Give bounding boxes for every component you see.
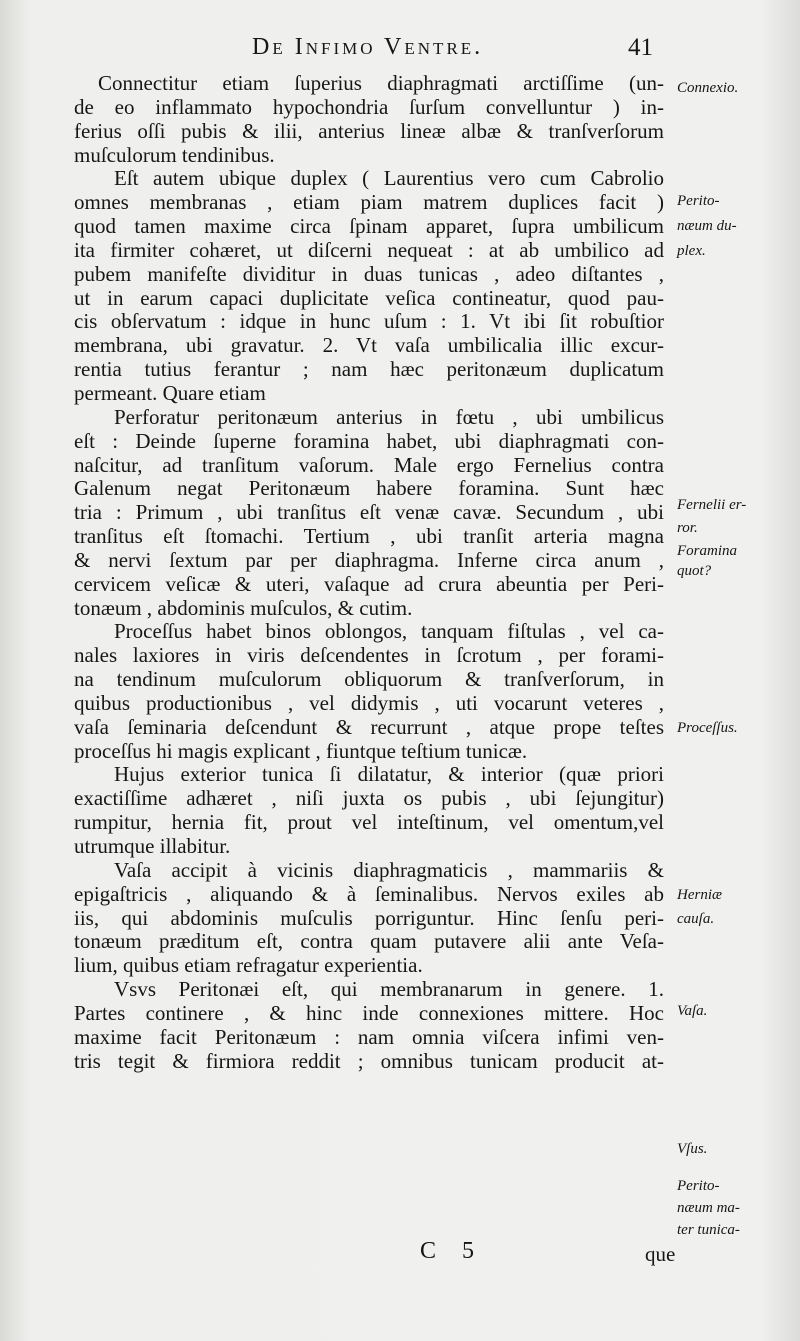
text-line: utrumque illabitur.	[74, 834, 231, 858]
text-line: eſt : Deinde ſuperne foramina habet, ubi diaphragmati con-	[74, 428, 664, 453]
text-line: rentia tutius ferantur ; nam hæc peritonæum duplicatum	[74, 357, 664, 382]
margin-note: ter tunica-	[677, 1222, 740, 1238]
text-line: omnes membranas , etiam piam matrem duplices facit )	[74, 190, 664, 215]
margin-note: ror.	[677, 520, 698, 536]
margin-note: plex.	[677, 243, 706, 259]
text-line: ita firmiter cohæret, ut diſcerni nequeat : at ab umbilico ad	[74, 237, 664, 262]
text-line: maxime facit Peritonæum : nam omnia viſcera infimi ven-	[74, 1024, 664, 1049]
text-line: naſcitur, ad tranſitum vaſorum. Male ergo Fernelius contra	[74, 452, 664, 477]
text-line: vaſa ſeminaria deſcendunt & recurrunt , atque prope teſtes	[74, 714, 664, 739]
margin-note: Fernelii er-	[677, 497, 747, 513]
text-line: Connectitur etiam ſuperius diaphragmati arctiſſime (un-	[98, 71, 664, 95]
text-line: proceſſus hi magis explicant , fiuntque teſtium tunicæ.	[74, 738, 528, 763]
text-line: Vsvs Peritonæi eſt, qui membranarum in genere. 1.	[114, 977, 664, 1002]
margin-note: Perito-	[677, 1178, 720, 1194]
text-line: tonæum , abdominis muſculos, & cutim.	[74, 595, 413, 620]
text-line: membrana, ubi gravatur. 2. Vt vaſa umbilicalia illic excur-	[74, 333, 664, 358]
text-line: pubem manifeſte dividitur in duas tunicas , adeo diſtantes ,	[74, 261, 664, 286]
margin-note: cauſa.	[677, 911, 715, 927]
text-line: Eſt autem ubique duplex ( Laurentius vero cum Cabrolio	[114, 166, 664, 191]
text-line: Proceſſus habet binos oblongos, tanquam fiſtulas , vel ca-	[114, 619, 664, 644]
text-line: cis obſervatum : idque in hunc uſum : 1. Vt ibi ſit robuſtior	[74, 309, 664, 334]
text-line: Perforatur peritonæum anterius in fœtu , ubi umbilicus	[114, 404, 664, 429]
margin-note: Perito-	[677, 193, 720, 209]
text-line: quod tamen maxime circa ſpinam apparet, ſupra umbilicum	[74, 214, 664, 239]
text-line: quibus productionibus , vel didymis , uti vocarunt veteres ,	[74, 690, 664, 715]
text-line: & nervi ſextum par per diaphragma. Inferne circa anum ,	[74, 547, 664, 572]
text-line: tranſitus eſt ſtomachi. Tertium , ubi tranſit arteria magna	[74, 524, 664, 549]
text-line: epigaſtricis , aliquando & à ſeminalibus. Nervos exiles ab	[74, 881, 664, 906]
text-line: tris tegit & firmiora reddit ; omnibus tunicam producit at-	[74, 1048, 664, 1073]
margin-note: Vſus.	[677, 1141, 708, 1157]
margin-note: Connexio.	[677, 80, 739, 96]
text-line: rumpitur, hernia fit, prout vel inteſtinum, vel omentum,vel	[74, 810, 664, 835]
page-header	[0, 34, 800, 70]
margin-note: quot?	[677, 563, 712, 579]
text-line: cervicem veſicæ & uteri, vaſaque ad crura abeuntia per Peri-	[74, 571, 664, 596]
page-footer	[0, 1238, 800, 1278]
text-line: tria : Primum , ubi tranſitus eſt venæ cavæ. Secundum , ubi	[74, 500, 664, 525]
text-line: muſculorum tendinibus.	[74, 142, 275, 167]
body-text	[74, 72, 664, 1073]
text-line: de eo inflammato hypochondria ſurſum convelluntur ) in-	[74, 94, 664, 119]
text-line: Vaſa accipit à vicinis diaphragmaticis , mammariis &	[114, 857, 664, 882]
margin-note: Herniæ	[677, 887, 722, 903]
margin-note: næum ma-	[677, 1200, 740, 1216]
text-line: exactiſſime adhæret , niſi juxta os pubis , ubi ſejungitur)	[74, 786, 664, 811]
text-line: permeant. Quare etiam	[74, 380, 266, 405]
text-line: tonæum præditum eſt, contra quam putavere alii ante Veſa-	[74, 929, 664, 954]
text-line: Galenum negat Peritonæum habere foramina. Sunt hæc	[74, 476, 664, 501]
margin-note: Foramina	[677, 543, 737, 559]
margin-note: næum du-	[677, 218, 737, 234]
text-line: na tendinum muſculorum obliquorum & tranſverſorum, in	[74, 667, 664, 692]
text-line: ferius oſſi pubis & ilii, anterius lineæ albæ & tranſverſorum	[74, 118, 664, 143]
signature-mark: C 5	[420, 1238, 485, 1264]
text-line: ut in earum capaci duplicitate veſica contineatur, quod pau-	[74, 285, 664, 310]
text-line: iis, qui abdominis muſculis porriguntur. Hinc ſenſu peri-	[74, 905, 664, 930]
margin-note: Vaſa.	[677, 1003, 708, 1019]
text-line: lium, quibus etiam refragatur experientia.	[74, 953, 423, 978]
margin-note: Proceſſus.	[677, 720, 738, 736]
text-line: Partes continere , & hinc inde connexiones mittere. Hoc	[74, 1000, 664, 1025]
text-line: nales laxiores in viris deſcendentes in ſcrotum , per forami-	[74, 643, 664, 668]
running-head: De Infimo Ventre.	[252, 34, 484, 60]
text-line: Hujus exterior tunica ſi dilatatur, & interior (quæ priori	[114, 762, 664, 787]
catchword: que	[645, 1242, 676, 1266]
page-number: 41	[628, 34, 653, 61]
